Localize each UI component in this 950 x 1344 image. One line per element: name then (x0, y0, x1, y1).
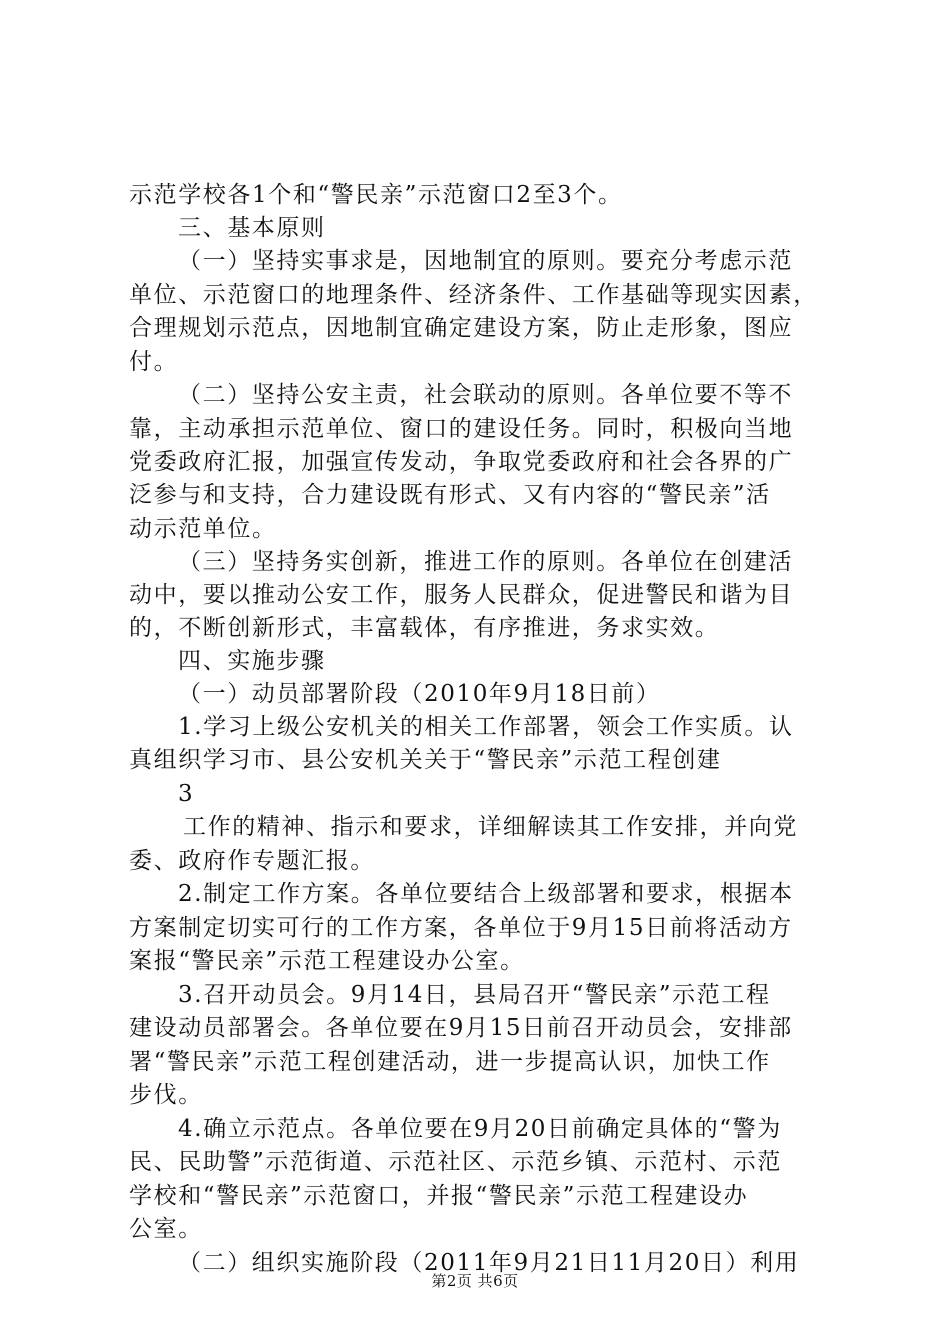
body-line: 2.制定工作方案。各单位要结合上级部署和要求，根据本 (178, 881, 794, 907)
body-line: 合理规划示范点，因地制宜确定建设方案，防止走形象，图应 (129, 315, 794, 341)
body-line: 党委政府汇报，加强宣传发动，争取党委政府和社会各界的广 (129, 449, 794, 475)
body-line: 委、政府作专题汇报。 (129, 848, 375, 874)
body-line: 泛参与和支持，合力建设既有形式、又有内容的“警民亲”活 (129, 482, 771, 508)
body-line: 建设动员部署会。各单位要在9月15日前召开动员会，安排部 (129, 1015, 793, 1041)
body-line: 方案制定切实可行的工作方案，各单位于9月15日前将活动方 (129, 915, 793, 941)
body-line: 单位、示范窗口的地理条件、经济条件、工作基础等现实因素， (129, 282, 818, 308)
subsection-heading: （二）组织实施阶段（2011年9月21日11月20日）利用 (178, 1250, 800, 1276)
body-line: 真组织学习市、县公安机关关于“警民亲”示范工程创建 (129, 747, 722, 773)
body-line: 案报“警民亲”示范工程建设办公室。 (129, 948, 525, 974)
subsection-heading: （一）动员部署阶段（2010年9月18日前） (178, 681, 661, 707)
body-line: 靠，主动承担示范单位、窗口的建设任务。同时，积极向当地 (129, 416, 794, 442)
section-heading: 四、实施步骤 (178, 648, 326, 674)
body-line: 步伐。 (129, 1082, 203, 1108)
body-line: （三）坚持务实创新，推进工作的原则。各单位在创建活 (178, 549, 793, 575)
body-line: 工作的精神、指示和要求，详细解读其工作安排，并向党 (183, 814, 798, 840)
body-line: 付。 (129, 349, 179, 375)
body-line: 署“警民亲”示范工程创建活动，进一步提高认识，加快工作 (129, 1049, 771, 1075)
body-line: 1.学习上级公安机关的相关工作部署，领会工作实质。认 (178, 714, 794, 740)
inline-page-number: 3 (178, 781, 195, 807)
body-line: 学校和“警民亲”示范窗口，并报“警民亲”示范工程建设办 (129, 1183, 749, 1209)
body-line: （一）坚持实事求是，因地制宜的原则。要充分考虑示范 (178, 248, 793, 274)
page-footer: 第2页 共6页 (431, 1272, 519, 1290)
body-line: 示范学校各1个和“警民亲”示范窗口2至3个。 (129, 182, 623, 208)
body-line: 民、民助警”示范街道、示范社区、示范乡镇、示范村、示范 (129, 1149, 782, 1175)
body-line: 动示范单位。 (129, 516, 277, 542)
body-line: （二）坚持公安主责，社会联动的原则。各单位要不等不 (178, 382, 793, 408)
body-line: 动中，要以推动公安工作，服务人民群众，促进警民和谐为目 (129, 582, 794, 608)
body-line: 3.召开动员会。9月14日，县局召开“警民亲”示范工程 (178, 982, 771, 1008)
section-heading: 三、基本原则 (178, 215, 326, 241)
body-line: 公室。 (129, 1216, 203, 1242)
body-line: 的，不断创新形式，丰富载体，有序推进，务求实效。 (129, 615, 720, 641)
body-line: 4.确立示范点。各单位要在9月20日前确定具体的“警为 (178, 1116, 782, 1142)
